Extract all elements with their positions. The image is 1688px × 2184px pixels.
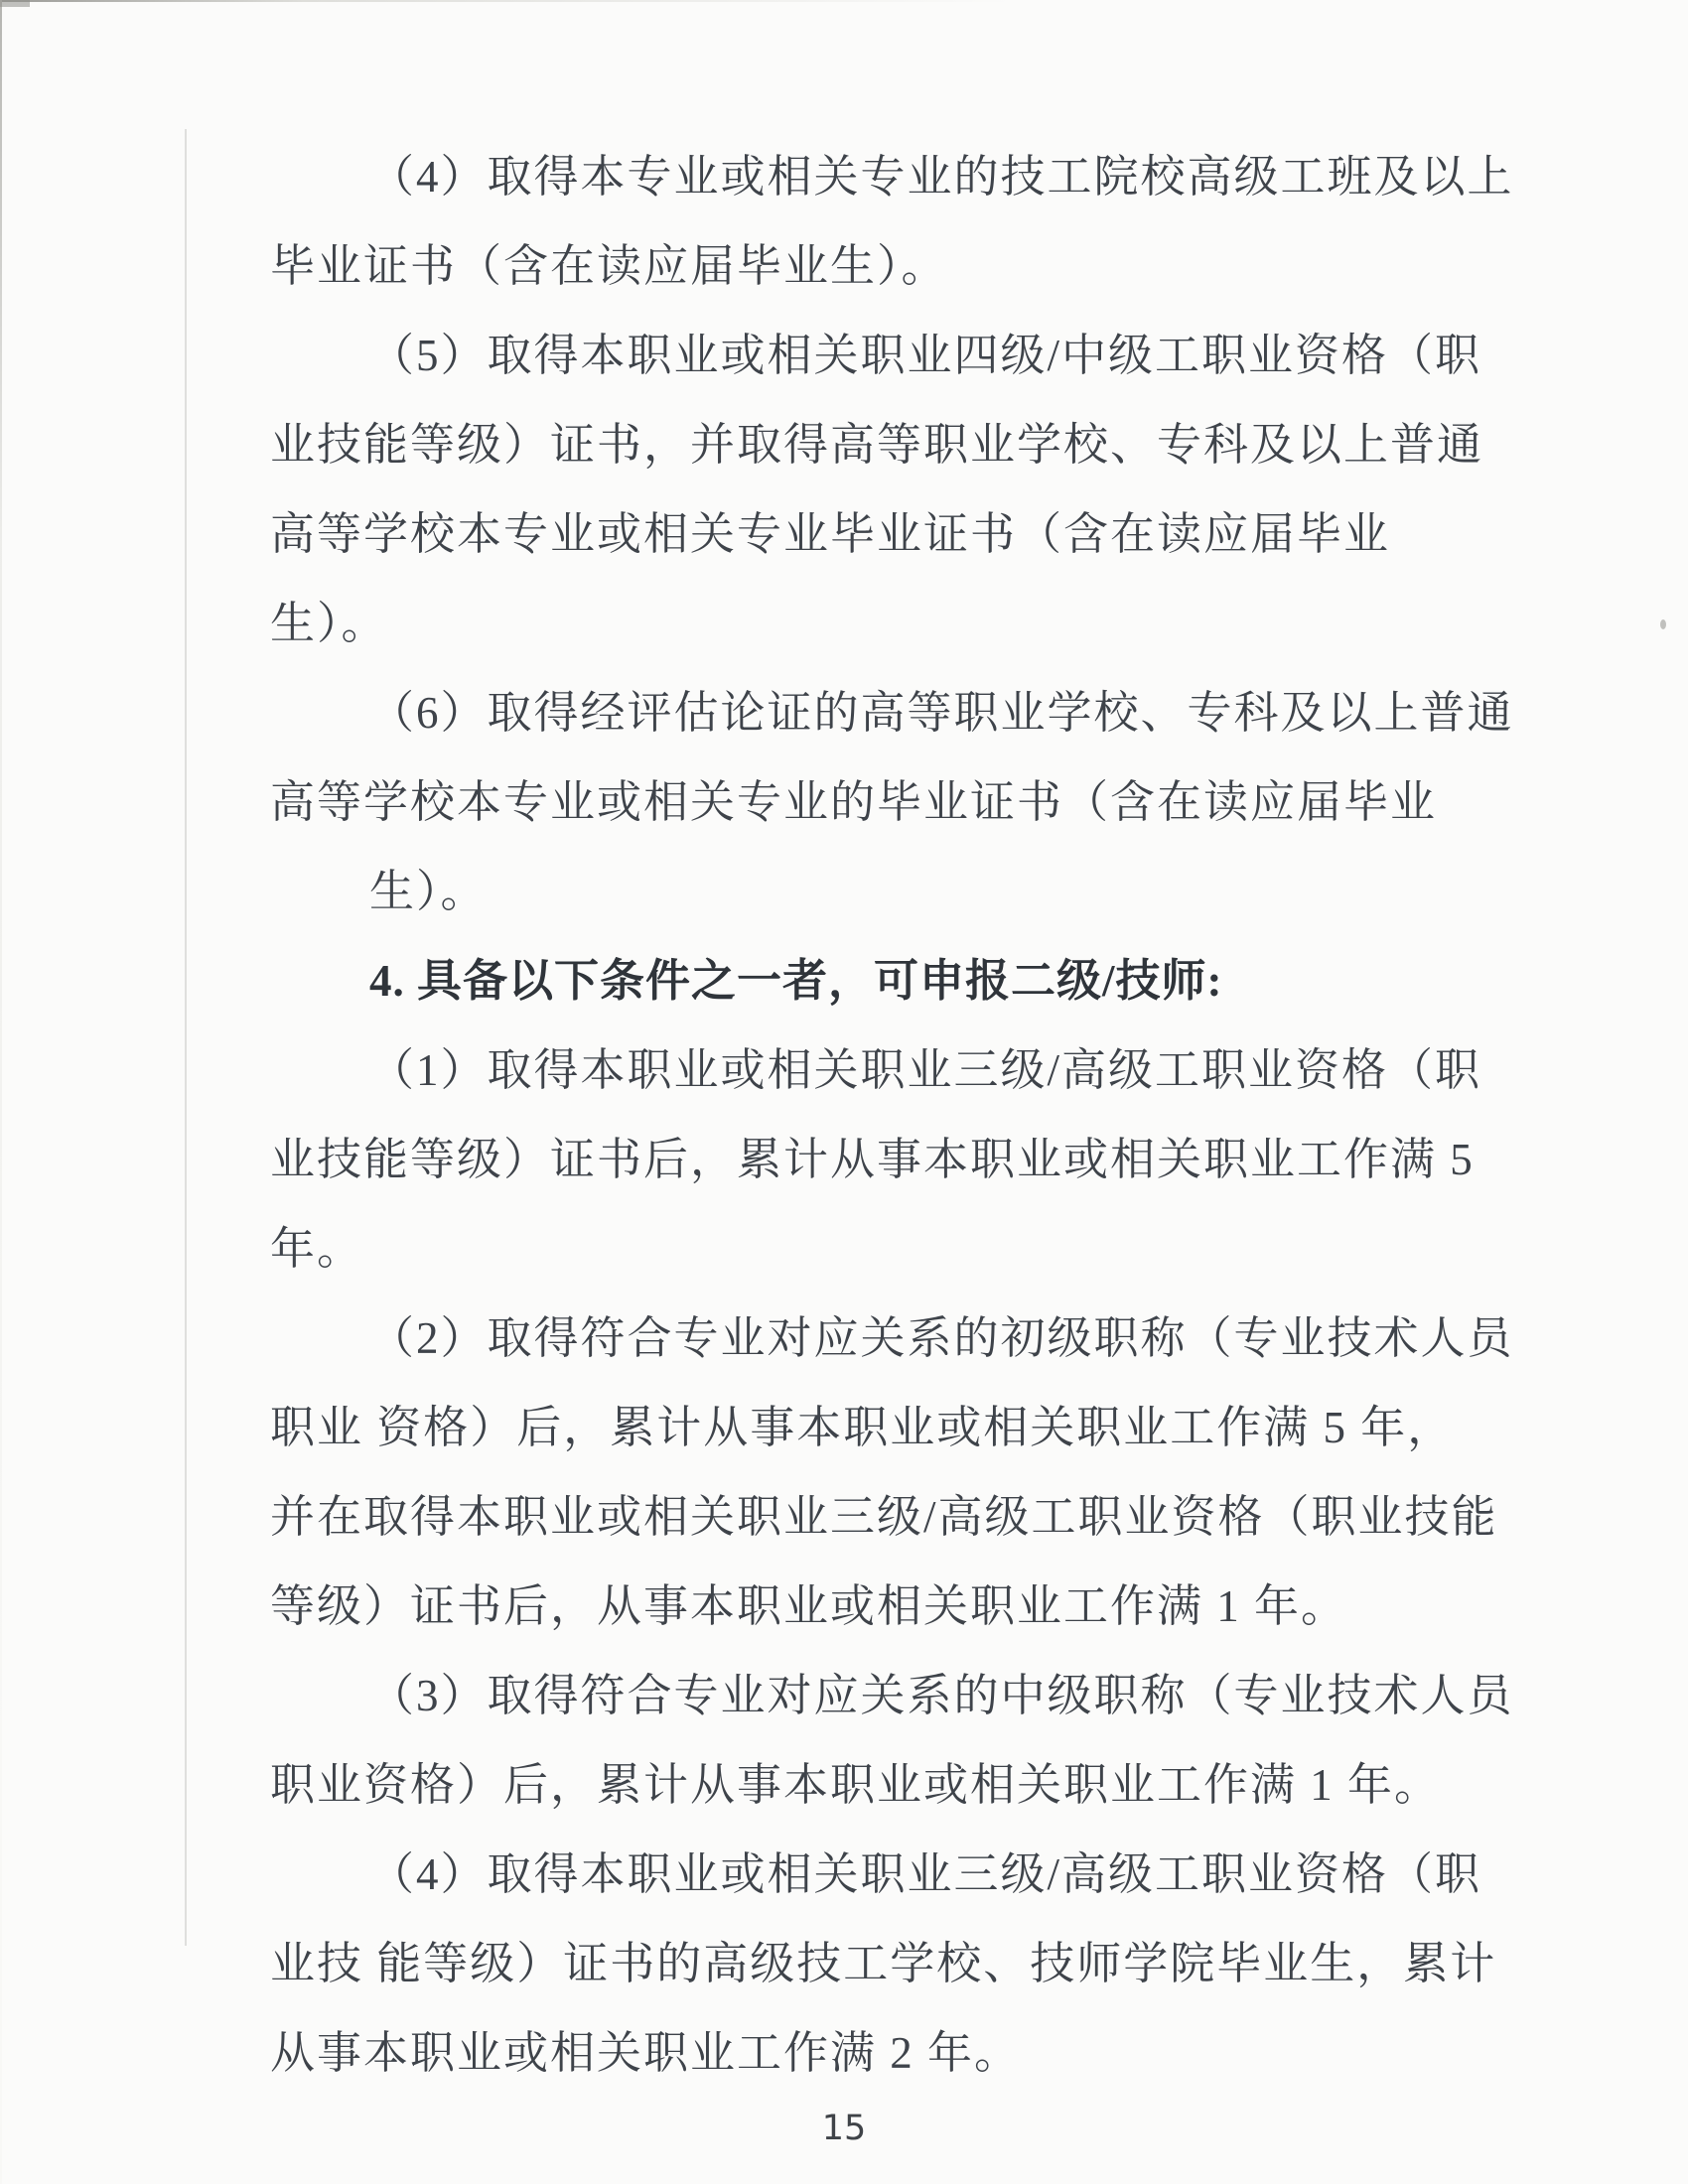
document-line: 职业资格）后，累计从事本职业或相关职业工作满 1 年。	[270, 1760, 1442, 1810]
document-line: 业技能等级）证书后，累计从事本职业或相关职业工作满 5	[270, 1135, 1475, 1184]
scan-top-edge-artifact	[0, 0, 1688, 2]
document-line: 毕业证书（含在读应届毕业生）。	[270, 241, 948, 291]
document-line: （2）取得符合专业对应关系的初级职称（专业技术人员	[369, 1313, 1514, 1363]
document-line: （4）取得本专业或相关专业的技工院校高级工班及以上	[369, 152, 1514, 202]
document-line: 业技 能等级）证书的高级技工学校、技师学院毕业生，累计	[270, 1939, 1497, 1988]
document-line: 并在取得本职业或相关职业三级/高级工职业资格（职业技能	[270, 1492, 1498, 1542]
document-line: （1）取得本职业或相关职业三级/高级工职业资格（职	[369, 1045, 1482, 1095]
scan-left-edge-artifact	[0, 0, 2, 2184]
document-line: 生）。	[369, 867, 488, 916]
document-line: 业技能等级）证书，并取得高等职业学校、专科及以上普通	[270, 420, 1484, 470]
page-number: 15	[821, 2109, 867, 2148]
document-body	[270, 132, 1514, 2098]
document-line: （4）取得本职业或相关职业三级/高级工职业资格（职	[369, 1849, 1482, 1899]
document-line: （3）取得符合专业对应关系的中级职称（专业技术人员	[369, 1671, 1514, 1720]
document-line: 从事本职业或相关职业工作满 2 年。	[270, 2028, 1022, 2078]
document-line: 年。	[270, 1224, 364, 1274]
document-line: 高等学校本专业或相关专业的毕业证书（含在读应届毕业	[270, 777, 1438, 827]
scan-speck-artifact	[1660, 619, 1666, 629]
scan-corner-mark-artifact	[0, 0, 30, 7]
document-section-heading: 4. 具备以下条件之一者，可申报二级/技师:	[369, 956, 1223, 1006]
document-line: （6）取得经评估论证的高等职业学校、专科及以上普通	[369, 688, 1514, 738]
document-line: 高等学校本专业或相关专业毕业证书（含在读应届毕业	[270, 509, 1391, 559]
document-line: 等级）证书后，从事本职业或相关职业工作满 1 年。	[270, 1581, 1348, 1631]
scan-margin-line-artifact	[185, 129, 187, 1946]
document-line: 生）。	[270, 599, 388, 648]
document-line: （5）取得本职业或相关职业四级/中级工职业资格（职	[369, 331, 1482, 380]
document-line: 职业 资格）后，累计从事本职业或相关职业工作满 5 年，	[270, 1403, 1455, 1452]
